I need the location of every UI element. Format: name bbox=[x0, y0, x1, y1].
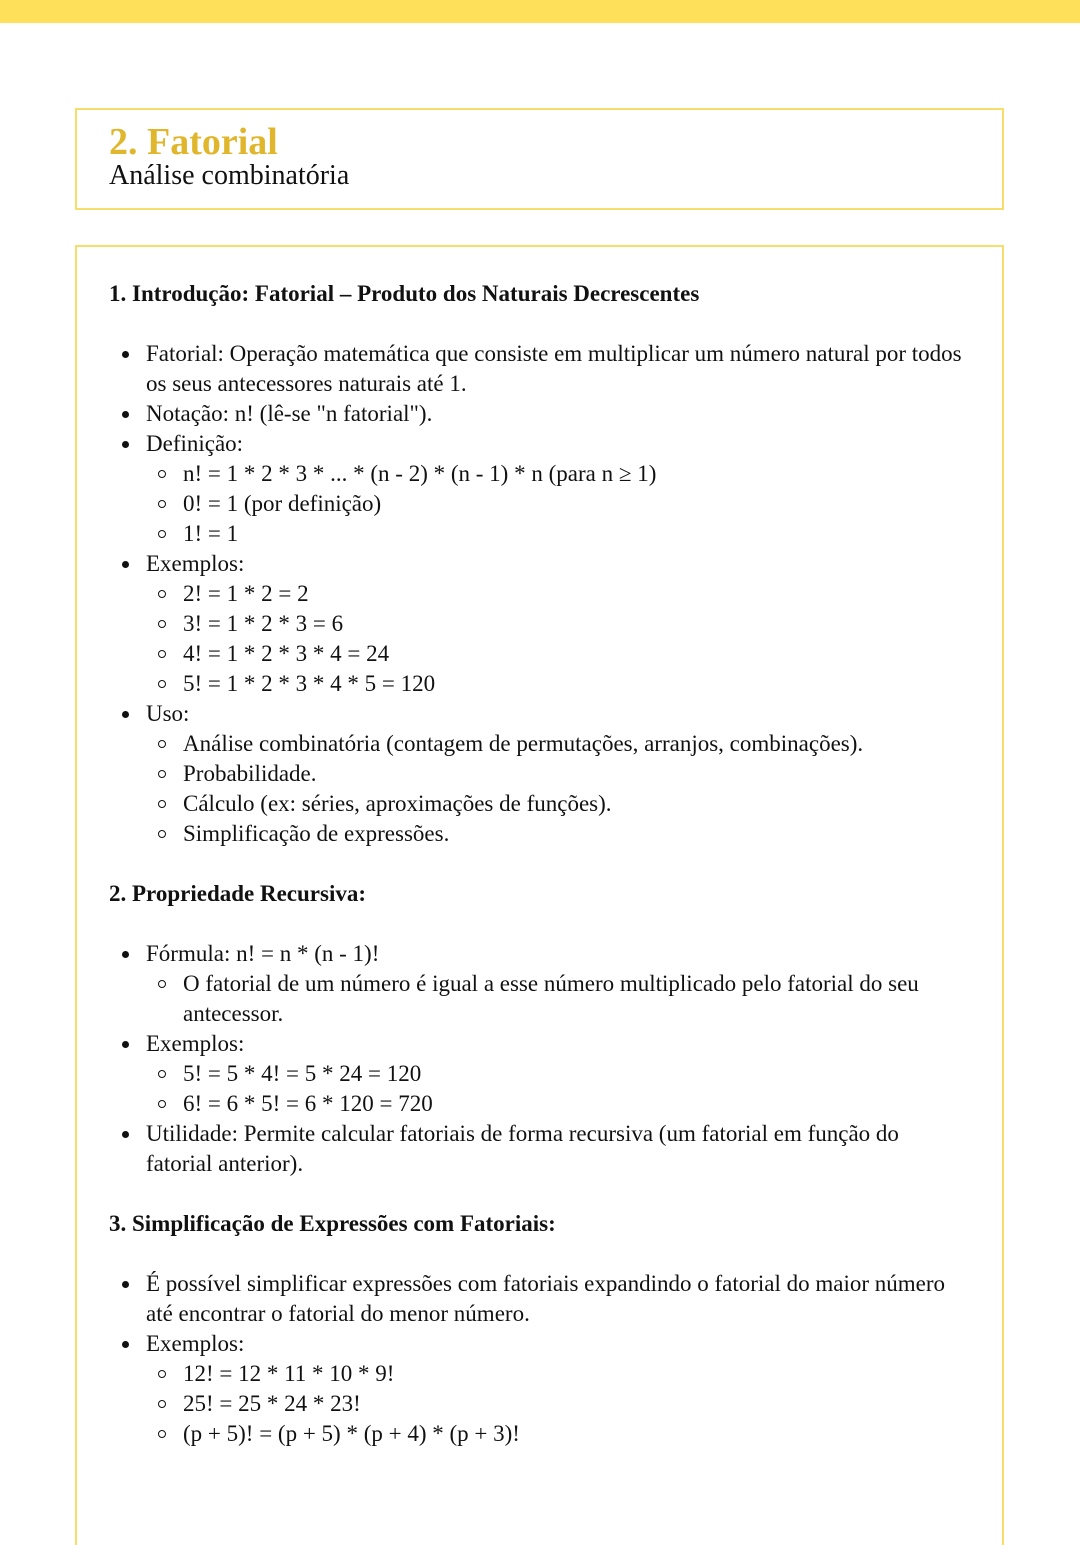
bullet-dot-icon bbox=[122, 1341, 129, 1348]
sub-list-item bbox=[146, 519, 969, 549]
section-spacer bbox=[109, 849, 969, 879]
sub-list-item-text: Probabilidade. bbox=[183, 761, 317, 786]
section-heading: 3. Simplificação de Expressões com Fatoriais: bbox=[109, 1211, 556, 1236]
title-card bbox=[75, 108, 1004, 210]
sub-list-item bbox=[146, 819, 969, 849]
sub-list-item bbox=[146, 489, 969, 519]
section-spacer bbox=[109, 1239, 969, 1269]
bullet-list bbox=[109, 939, 969, 1179]
bullet-circle-icon bbox=[158, 680, 166, 688]
bullet-circle-icon bbox=[158, 740, 166, 748]
sub-list-item bbox=[146, 1389, 969, 1419]
list-item bbox=[109, 399, 969, 429]
list-item bbox=[109, 339, 969, 399]
content-body bbox=[109, 279, 969, 1449]
bullet-circle-icon bbox=[158, 1100, 166, 1108]
sub-list-item bbox=[146, 639, 969, 669]
sub-list-item bbox=[146, 759, 969, 789]
sub-list-item-text: 2! = 1 * 2 = 2 bbox=[183, 581, 309, 606]
bullet-dot-icon bbox=[122, 1281, 129, 1288]
sub-list-item-text: 1! = 1 bbox=[183, 521, 239, 546]
list-item bbox=[109, 1029, 969, 1119]
sub-list-item-text: (p + 5)! = (p + 5) * (p + 4) * (p + 3)! bbox=[183, 1421, 520, 1446]
bullet-list bbox=[109, 1269, 969, 1449]
bullet-dot-icon bbox=[122, 351, 129, 358]
sub-list-item bbox=[146, 1419, 969, 1449]
bullet-dot-icon bbox=[122, 441, 129, 448]
bullet-circle-icon bbox=[158, 830, 166, 838]
sub-list-item-text: Cálculo (ex: séries, aproximações de funções). bbox=[183, 791, 612, 816]
bullet-circle-icon bbox=[158, 620, 166, 628]
sub-list-item-text: Simplificação de expressões. bbox=[183, 821, 450, 846]
sub-list-item bbox=[146, 669, 969, 699]
list-item-text: Definição: bbox=[146, 431, 244, 456]
section-spacer bbox=[109, 909, 969, 939]
bullet-dot-icon bbox=[122, 951, 129, 958]
bullet-circle-icon bbox=[158, 980, 166, 988]
sub-list-item-text: O fatorial de um número é igual a esse número multiplicado pelo fatorial do seu antecessor. bbox=[183, 971, 919, 1026]
sub-list-item-text: 4! = 1 * 2 * 3 * 4 = 24 bbox=[183, 641, 390, 666]
bullet-circle-icon bbox=[158, 500, 166, 508]
bullet-circle-icon bbox=[158, 1370, 166, 1378]
page-title: 2. Fatorial bbox=[109, 121, 278, 163]
sub-list-item-text: 3! = 1 * 2 * 3 = 6 bbox=[183, 611, 344, 636]
bullet-circle-icon bbox=[158, 770, 166, 778]
sub-list-item-text: 5! = 1 * 2 * 3 * 4 * 5 = 120 bbox=[183, 671, 436, 696]
sub-list-item-text: 12! = 12 * 11 * 10 * 9! bbox=[183, 1361, 395, 1386]
sub-list-item bbox=[146, 1359, 969, 1389]
sub-bullet-list bbox=[146, 579, 969, 699]
sub-list-item-text: 0! = 1 (por definição) bbox=[183, 491, 382, 516]
bullet-circle-icon bbox=[158, 1430, 166, 1438]
list-item bbox=[109, 1119, 969, 1179]
sub-bullet-list bbox=[146, 969, 969, 1029]
bullet-circle-icon bbox=[158, 590, 166, 598]
list-item-text: Exemplos: bbox=[146, 1031, 245, 1056]
sub-list-item-text: Análise combinatória (contagem de permutações, arranjos, combinações). bbox=[183, 731, 864, 756]
list-item-text: Exemplos: bbox=[146, 551, 245, 576]
sub-bullet-list bbox=[146, 1059, 969, 1119]
list-item-text: Fatorial: Operação matemática que consiste em multiplicar um número natural por todos os seus antecessores naturais até 1. bbox=[146, 341, 962, 396]
sub-list-item-text: 25! = 25 * 24 * 23! bbox=[183, 1391, 361, 1416]
content-card bbox=[75, 245, 1004, 1545]
list-item bbox=[109, 429, 969, 549]
page-subtitle: Análise combinatória bbox=[109, 160, 350, 191]
list-item-text: Notação: n! (lê-se "n fatorial"). bbox=[146, 401, 433, 426]
list-item bbox=[109, 939, 969, 1029]
bullet-circle-icon bbox=[158, 800, 166, 808]
bullet-circle-icon bbox=[158, 470, 166, 478]
section-spacer bbox=[109, 309, 969, 339]
list-item-text: Fórmula: n! = n * (n - 1)! bbox=[146, 941, 380, 966]
list-item-text: Utilidade: Permite calcular fatoriais de forma recursiva (um fatorial em função do fatorial anterior). bbox=[146, 1121, 899, 1176]
sub-list-item-text: 6! = 6 * 5! = 6 * 120 = 720 bbox=[183, 1091, 433, 1116]
list-item-text: Exemplos: bbox=[146, 1331, 245, 1356]
sub-list-item bbox=[146, 579, 969, 609]
top-accent-bar bbox=[0, 0, 1080, 23]
sub-list-item bbox=[146, 969, 969, 1029]
sub-bullet-list bbox=[146, 729, 969, 849]
bullet-circle-icon bbox=[158, 650, 166, 658]
list-item-text: Uso: bbox=[146, 701, 190, 726]
list-item bbox=[109, 1329, 969, 1449]
sub-list-item bbox=[146, 609, 969, 639]
sub-list-item bbox=[146, 789, 969, 819]
list-item bbox=[109, 1269, 969, 1329]
sub-list-item bbox=[146, 459, 969, 489]
bullet-dot-icon bbox=[122, 411, 129, 418]
bullet-circle-icon bbox=[158, 1400, 166, 1408]
sub-bullet-list bbox=[146, 459, 969, 549]
bullet-dot-icon bbox=[122, 1041, 129, 1048]
sub-list-item bbox=[146, 1059, 969, 1089]
section-heading: 2. Propriedade Recursiva: bbox=[109, 881, 367, 906]
sub-list-item bbox=[146, 1089, 969, 1119]
bullet-dot-icon bbox=[122, 711, 129, 718]
bullet-list bbox=[109, 339, 969, 849]
list-item bbox=[109, 699, 969, 849]
sub-list-item bbox=[146, 729, 969, 759]
bullet-circle-icon bbox=[158, 530, 166, 538]
sub-list-item-text: 5! = 5 * 4! = 5 * 24 = 120 bbox=[183, 1061, 422, 1086]
bullet-dot-icon bbox=[122, 1131, 129, 1138]
section-heading: 1. Introdução: Fatorial – Produto dos Naturais Decrescentes bbox=[109, 281, 700, 306]
list-item-text: É possível simplificar expressões com fatoriais expandindo o fatorial do maior número até encontrar o fatorial do menor número. bbox=[146, 1271, 946, 1326]
section-spacer bbox=[109, 1179, 969, 1209]
list-item bbox=[109, 549, 969, 699]
sub-list-item-text: n! = 1 * 2 * 3 * ... * (n - 2) * (n - 1) * n (para n ≥ 1) bbox=[183, 461, 657, 486]
bullet-circle-icon bbox=[158, 1070, 166, 1078]
sub-bullet-list bbox=[146, 1359, 969, 1449]
bullet-dot-icon bbox=[122, 561, 129, 568]
